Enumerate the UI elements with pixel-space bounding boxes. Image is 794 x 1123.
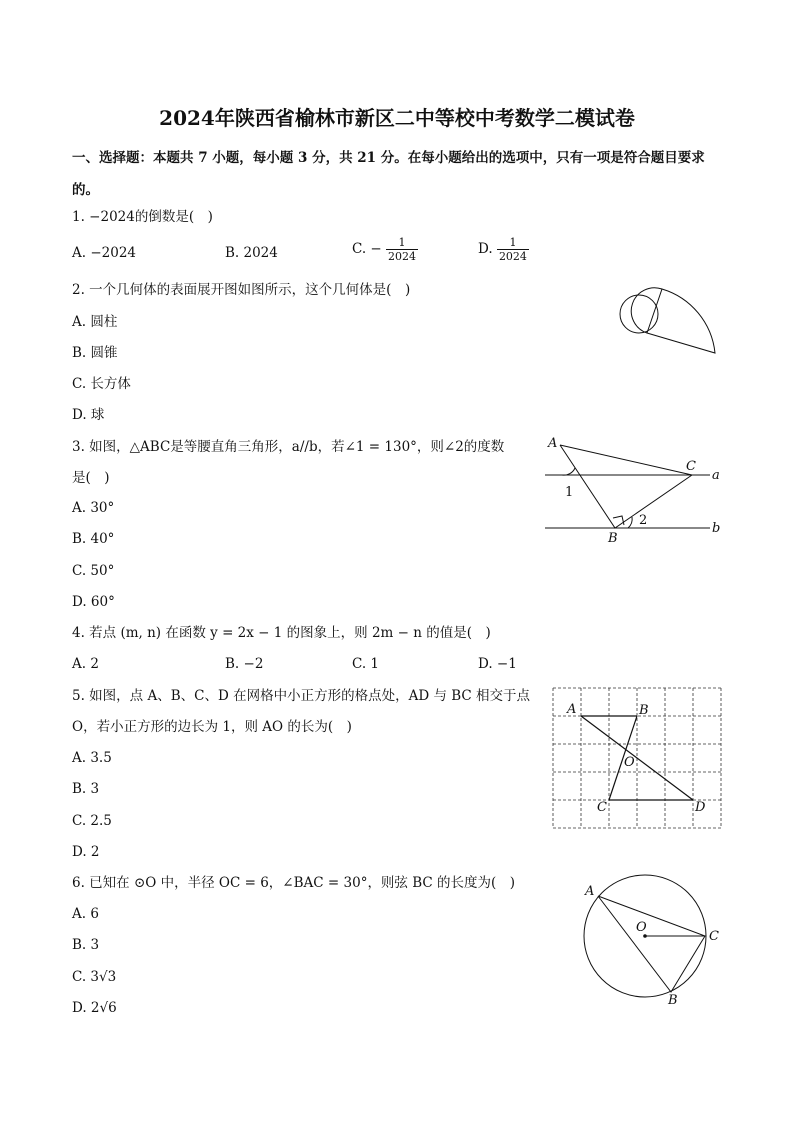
circle-figure bbox=[575, 870, 725, 1010]
question-3-stem-line2: 是( ) bbox=[72, 470, 110, 486]
option-d-fraction bbox=[497, 236, 529, 263]
question-3-option-d: D. 60° bbox=[72, 594, 115, 610]
label-line-a: a bbox=[712, 468, 720, 483]
label-a: A bbox=[585, 884, 595, 899]
fraction-numerator: 1 bbox=[386, 236, 418, 250]
question-5-option-c: C. 2.5 bbox=[72, 813, 112, 829]
label-c-vertex: C bbox=[686, 459, 696, 474]
net-figure bbox=[610, 285, 725, 380]
label-b-vertex: B bbox=[608, 531, 618, 546]
label-b: B bbox=[668, 993, 678, 1008]
triangle-abc bbox=[560, 445, 692, 528]
option-d-prefix: D. bbox=[478, 241, 497, 257]
right-angle-mark bbox=[613, 516, 624, 525]
page-title: 2024年陕西省榆林市新区二中等校中考数学二模试卷 bbox=[159, 106, 635, 130]
section-heading-line2: 的。 bbox=[72, 182, 99, 198]
question-3-option-a: A. 30° bbox=[72, 500, 115, 516]
label-d: D bbox=[695, 800, 706, 815]
question-1-option-d bbox=[478, 236, 529, 263]
question-3-option-b: B. 40° bbox=[72, 531, 115, 547]
label-o: O bbox=[624, 755, 635, 770]
option-c-fraction bbox=[386, 236, 418, 263]
question-5-stem-line2: O，若小正方形的边长为 1，则 AO 的长为( ) bbox=[72, 719, 352, 735]
question-4-option-a: A. 2 bbox=[72, 656, 99, 672]
angle-1-arc bbox=[562, 468, 575, 475]
question-1-stem: 1. −2024的倒数是( ) bbox=[72, 209, 213, 225]
question-3-option-c: C. 50° bbox=[72, 563, 115, 579]
question-1-option-b: B. 2024 bbox=[225, 245, 278, 261]
fraction-denominator: 2024 bbox=[498, 250, 527, 263]
fraction-numerator: 1 bbox=[497, 236, 529, 250]
label-b: B bbox=[639, 703, 649, 718]
net-circle bbox=[620, 295, 658, 333]
question-5-stem-line1: 5. 如图，点 A、B、C、D 在网格中小正方形的格点处，AD 与 BC 相交于点 bbox=[72, 688, 531, 704]
question-6-option-c: C. 3√3 bbox=[72, 969, 117, 985]
label-c: C bbox=[597, 800, 607, 815]
question-1-option-a: A. −2024 bbox=[72, 245, 136, 261]
question-6-stem: 6. 已知在 ⊙O 中，半径 OC = 6，∠BAC = 30°，则弦 BC 的长度为( ) bbox=[72, 875, 516, 891]
question-2-option-c: C. 长方体 bbox=[72, 376, 131, 392]
label-c: C bbox=[709, 929, 719, 944]
question-3-stem-line1: 3. 如图，△ABC是等腰直角三角形，a//b，若∠1 = 130°，则∠2的度数 bbox=[72, 439, 505, 455]
label-o: O bbox=[636, 920, 647, 935]
question-1-option-c bbox=[352, 236, 418, 263]
grid-figure bbox=[550, 685, 725, 830]
question-5-option-b: B. 3 bbox=[72, 781, 100, 797]
question-6-option-d: D. 2√6 bbox=[72, 1000, 117, 1016]
question-4-option-c: C. 1 bbox=[352, 656, 380, 672]
question-4-option-b: B. −2 bbox=[225, 656, 264, 672]
question-2-option-a: A. 圆柱 bbox=[72, 314, 118, 330]
triangle-parallel-figure bbox=[540, 430, 730, 550]
question-4-stem: 4. 若点 (m, n) 在函数 y = 2x − 1 的图象上，则 2m − n 的值是( ) bbox=[72, 625, 491, 641]
label-line-b: b bbox=[712, 521, 721, 536]
label-a: A bbox=[567, 702, 577, 717]
option-c-prefix: C. − bbox=[352, 241, 382, 257]
label-angle-2: 2 bbox=[639, 513, 648, 528]
question-5-option-d: D. 2 bbox=[72, 844, 100, 860]
question-5-option-a: A. 3.5 bbox=[72, 750, 112, 766]
question-4-option-d: D. −1 bbox=[478, 656, 517, 672]
question-2-stem: 2. 一个几何体的表面展开图如图所示，这个几何体是( ) bbox=[72, 282, 411, 298]
question-6-option-b: B. 3 bbox=[72, 937, 100, 953]
label-a-vertex: A bbox=[548, 436, 558, 451]
fraction-denominator: 2024 bbox=[388, 250, 417, 263]
question-2-option-d: D. 球 bbox=[72, 407, 105, 423]
question-2-option-b: B. 圆锥 bbox=[72, 345, 118, 361]
question-6-option-a: A. 6 bbox=[72, 906, 99, 922]
section-heading-line1: 一、选择题：本题共 7 小题，每小题 3 分，共 21 分。在每小题给出的选项中，只有一项是符合题目要求 bbox=[72, 150, 705, 166]
label-angle-1: 1 bbox=[565, 485, 574, 500]
